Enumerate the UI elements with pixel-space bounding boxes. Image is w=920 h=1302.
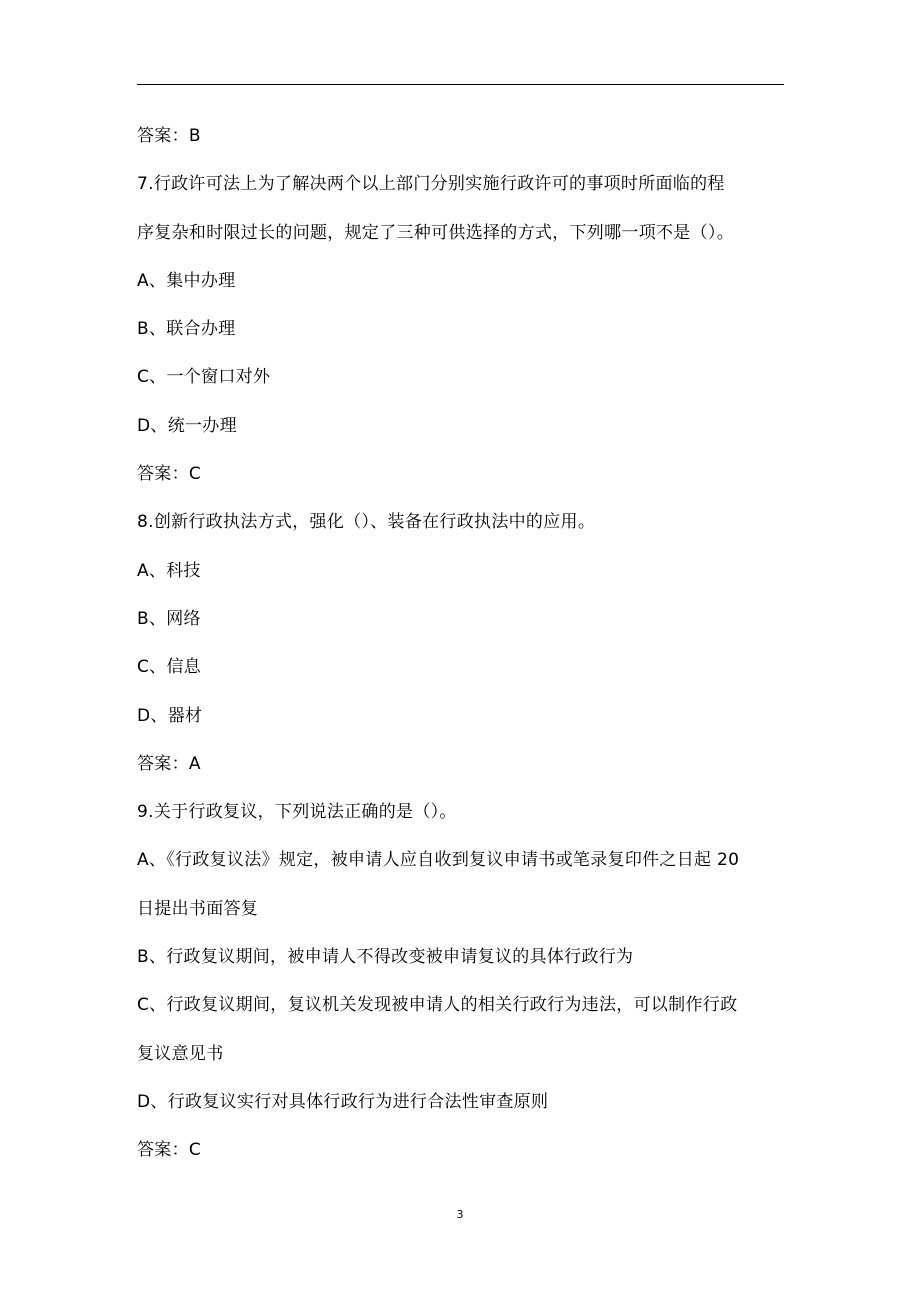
document-body [137,112,787,1175]
answer-6: 答案：B [137,126,201,146]
question-8-option-c: C、信息 [137,657,202,678]
question-8-option-b: B、网络 [137,608,201,629]
question-7-option-a: A、集中办理 [137,270,236,291]
question-9-option-a-line-2: 日提出书面答复 [137,898,259,919]
question-7-option-d: D、统一办理 [137,415,237,436]
answer-9: 答案：C [137,1140,202,1161]
question-9-option-c-line-1: C、行政复议期间，复议机关发现被申请人的相关行政行为违法，可以制作行政 [137,995,738,1016]
answer-7: 答案：C [137,464,202,485]
page-number: 3 [456,1208,464,1221]
question-8: 8.创新行政执法方式，强化（）、装备在行政执法中的应用。 [137,512,596,533]
question-9: 9.关于行政复议，下列说法正确的是（）。 [137,802,457,823]
question-7-line-1: 7.行政许可法上为了解决两个以上部门分别实施行政许可的事项时所面临的程 [137,174,725,195]
question-9-option-d: D、行政复议实行对具体行政行为进行合法性审查原则 [137,1091,549,1112]
answer-8: 答案：A [137,753,201,774]
question-8-option-d: D、器材 [137,705,203,726]
question-7-option-b: B、联合办理 [137,319,236,340]
question-7-option-c: C、一个窗口对外 [137,367,271,388]
question-8-option-a: A、科技 [137,560,201,581]
question-9-option-a-line-1: A、《行政复议法》规定，被申请人应自收到复议申请书或笔录复印件之日起 20 [137,850,740,871]
header-rule [137,84,784,85]
question-9-option-b: B、行政复议期间，被申请人不得改变被申请复议的具体行政行为 [137,947,634,968]
question-9-option-c-line-2: 复议意见书 [137,1043,224,1064]
question-7-line-2: 序复杂和时限过长的问题，规定了三种可供选择的方式，下列哪一项不是（）。 [137,222,734,243]
